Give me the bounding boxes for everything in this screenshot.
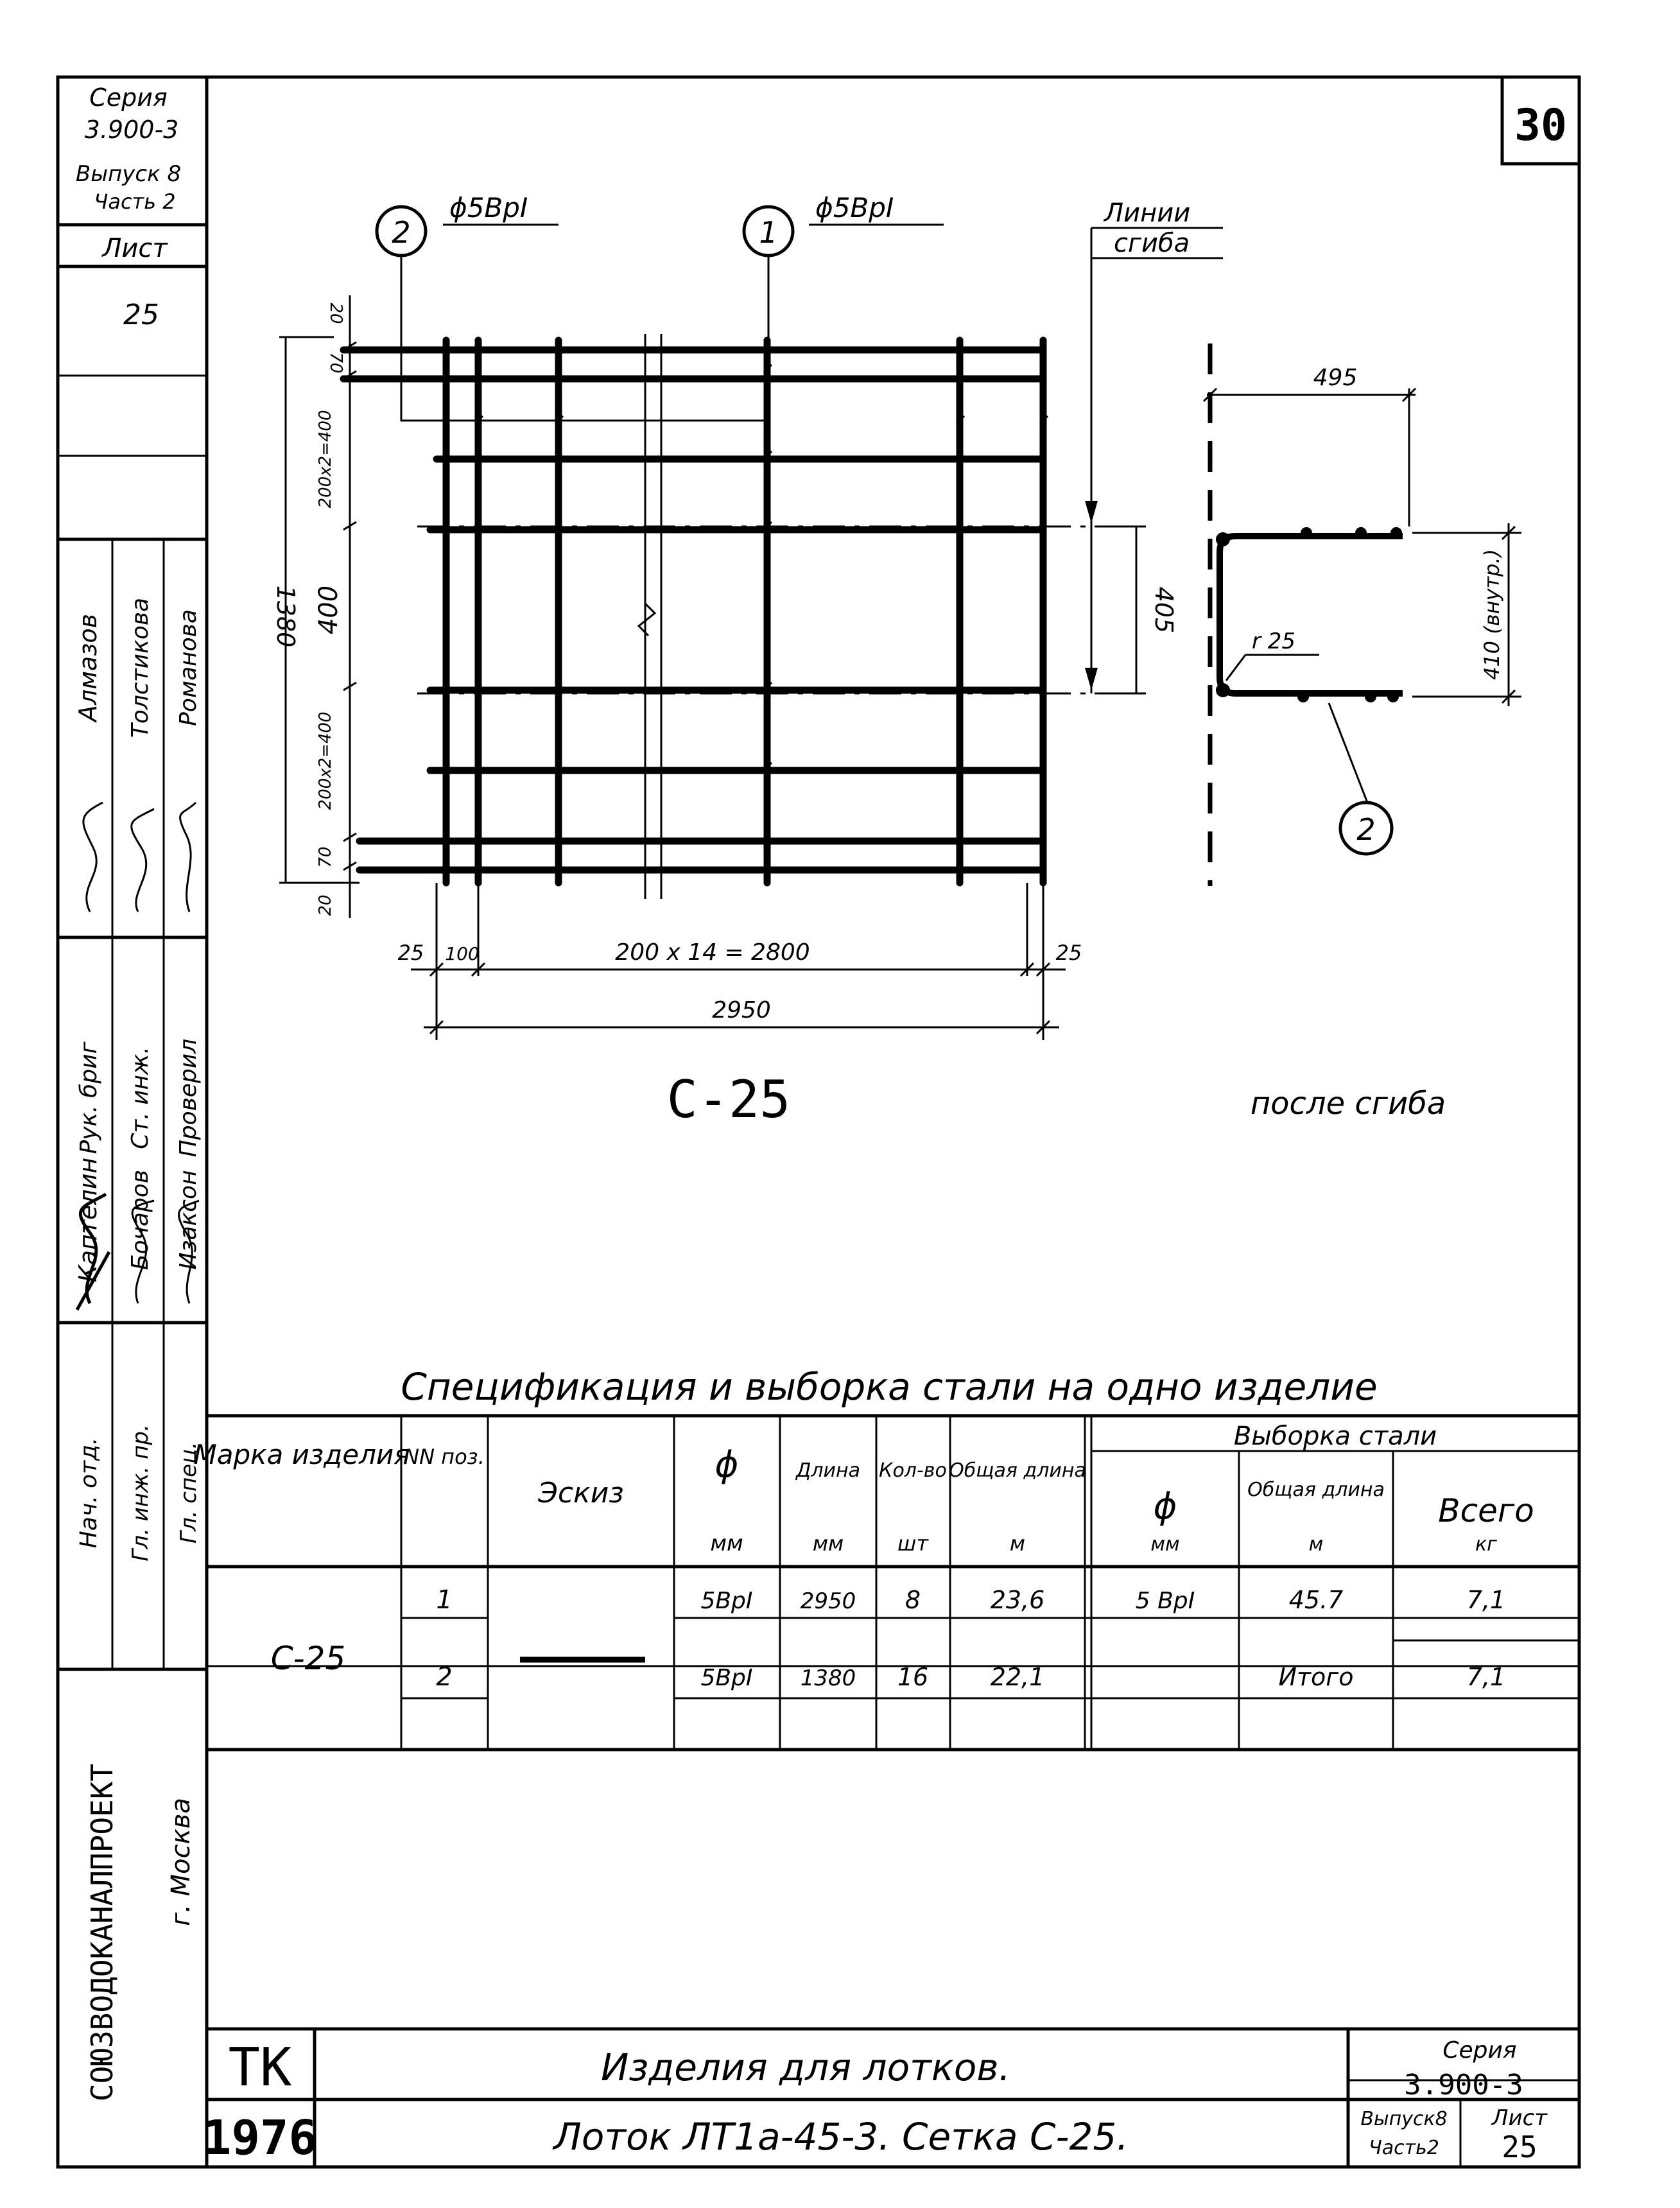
spec-table: [193, 1365, 1579, 1750]
svg-text:7,1: 7,1: [1466, 1663, 1506, 1691]
dim-25-left: 25: [397, 941, 424, 965]
hdr-dia: ϕ: [714, 1444, 739, 1486]
hdr-total-len: Общая длина: [949, 1459, 1086, 1482]
hdr-mark: Марка изделия: [193, 1439, 410, 1470]
tb-series-value: 3.900-3: [1404, 2069, 1523, 2101]
svg-text:2: 2: [436, 1662, 453, 1692]
side-stamp: [58, 83, 207, 2101]
dim-70-bottom: 70: [316, 846, 335, 868]
spec-mark-value: C-25: [270, 1640, 346, 1677]
side-part-label: Часть 2: [94, 189, 176, 214]
side-sheet-value: 25: [123, 299, 159, 331]
hdr-pos: NN поз.: [404, 1445, 485, 1469]
svg-text:2950: 2950: [800, 1588, 856, 1614]
sign-name-romanova: Романова: [175, 609, 202, 726]
tb-title: Изделия для лотков.: [600, 2046, 1011, 2089]
dim-20-bottom: 20: [316, 894, 335, 916]
hdr-sel-total: Всего: [1438, 1492, 1534, 1529]
organization-name: СОЮЗВОДОКАНАЛПРОЕКТ: [85, 1763, 119, 2102]
sign-role-proveril: Проверил: [175, 1038, 202, 1158]
signature-scribble: [83, 803, 103, 912]
selection-row: [1136, 1586, 1505, 1614]
dim-middle: 400: [314, 585, 343, 635]
mesh-mark: C-25: [666, 1070, 791, 1129]
hdr-sel-dia: ϕ: [1153, 1486, 1177, 1527]
after-bend-label: после сгиба: [1250, 1086, 1446, 1122]
svg-text:22,1: 22,1: [990, 1663, 1045, 1691]
section-width: 495: [1313, 365, 1358, 391]
dim-total-length: 2950: [712, 997, 771, 1023]
hdr-length-unit: мм: [812, 1531, 844, 1556]
sign-name-izakson: Изаксон: [175, 1170, 202, 1270]
hdr-selection: Выборка стали: [1233, 1421, 1437, 1451]
svg-text:7,1: 7,1: [1466, 1586, 1506, 1614]
sign-name-kaptelin: Каптелин: [74, 1157, 102, 1283]
tb-series-label: Серия: [1442, 2037, 1517, 2064]
section-height: 410 (внутр.): [1480, 548, 1504, 681]
svg-text:5BpI: 5BpI: [700, 1665, 753, 1691]
side-series-label: Серия: [89, 83, 168, 112]
svg-text:23,6: 23,6: [990, 1586, 1045, 1614]
spec-title: Спецификация и выборка стали на одно изделие: [401, 1365, 1378, 1409]
tb-code: ТК: [228, 2037, 292, 2098]
callout-2-number: 2: [392, 215, 411, 250]
hdr-sel-len: Общая длина: [1247, 1479, 1385, 1501]
dim-100: 100: [445, 943, 480, 964]
tb-issue: Выпуск8: [1360, 2108, 1448, 2130]
dim-spacing: 200 x 14 = 2800: [615, 939, 810, 966]
section-radius: r 25: [1252, 629, 1296, 654]
dim-25-right: 25: [1055, 941, 1082, 965]
sheet-number: 30: [1514, 100, 1567, 151]
svg-text:5 BpI: 5 BpI: [1135, 1588, 1195, 1614]
svg-text:1: 1: [436, 1585, 453, 1615]
sign-name-almazov: Алмазов: [74, 613, 102, 722]
hdr-total-len-unit: м: [1009, 1531, 1026, 1556]
svg-text:5BpI: 5BpI: [700, 1588, 753, 1614]
side-issue-label: Выпуск 8: [75, 161, 182, 187]
svg-text:Итого: Итого: [1278, 1663, 1354, 1691]
callout-2-bar: ϕ5BpI: [449, 192, 528, 223]
bend-lines-label-2: сгиба: [1114, 229, 1190, 258]
tb-year: 1976: [202, 2110, 318, 2166]
sign-name-bocharov: Бочаров: [127, 1169, 153, 1271]
tb-subtitle: Лоток ЛТ1а-45-3. Сетка С-25.: [553, 2115, 1129, 2159]
sign-role-stinzh: Ст. инж.: [127, 1047, 153, 1149]
section-callout-number: 2: [1356, 812, 1376, 847]
tb-part: Часть2: [1369, 2137, 1439, 2159]
dim-top-spacing: 200x2=400: [316, 410, 335, 509]
title-block: [203, 2029, 1579, 2167]
signature-scribble: [180, 803, 196, 912]
hdr-qty-unit: шт: [897, 1531, 928, 1556]
sign-role-glinzh: Гл. инж. пр.: [128, 1424, 153, 1561]
selection-row: [1278, 1663, 1505, 1691]
sign-role-ruk: Рук. бриг: [76, 1041, 102, 1154]
callout-1-number: 1: [759, 215, 778, 250]
hdr-sketch: Эскиз: [538, 1477, 624, 1509]
dim-height-total: 1380: [272, 585, 300, 648]
sign-role-glspec: Гл. спец.: [176, 1441, 202, 1544]
side-sheet-label: Лист: [102, 234, 168, 263]
dim-20-top: 20: [326, 302, 345, 324]
bend-lines-label: Линии: [1104, 198, 1191, 228]
sign-role-nach: Нач. отд.: [76, 1437, 102, 1549]
hdr-dia-unit: мм: [710, 1531, 743, 1556]
bent-section: [1204, 343, 1521, 1122]
table-row: [436, 1585, 1044, 1615]
signature-scribble: [132, 809, 154, 912]
mesh-drawing: [272, 192, 1223, 1129]
organization-city: г. Москва: [166, 1798, 196, 1926]
svg-text:1380: 1380: [800, 1665, 856, 1691]
svg-text:16: 16: [897, 1663, 929, 1691]
callout-1-bar: ϕ5BpI: [815, 192, 894, 223]
hdr-sel-len-unit: м: [1308, 1533, 1324, 1556]
tb-sheet-value: 25: [1502, 2130, 1537, 2164]
svg-text:8: 8: [905, 1586, 921, 1614]
hdr-sel-dia-unit: мм: [1150, 1533, 1180, 1556]
hdr-qty: Кол-во: [879, 1459, 947, 1482]
dim-70-top: 70: [326, 352, 345, 374]
side-series-value: 3.900-3: [84, 116, 179, 144]
sign-name-tolstikova: Толстикова: [127, 597, 153, 738]
tb-sheet-label: Лист: [1491, 2105, 1548, 2131]
hdr-sel-total-unit: кг: [1475, 1533, 1497, 1556]
dim-bottom-spacing: 200x2=400: [316, 711, 335, 810]
svg-text:45.7: 45.7: [1288, 1586, 1344, 1614]
hdr-length: Длина: [795, 1459, 861, 1482]
dim-405: 405: [1150, 586, 1178, 634]
